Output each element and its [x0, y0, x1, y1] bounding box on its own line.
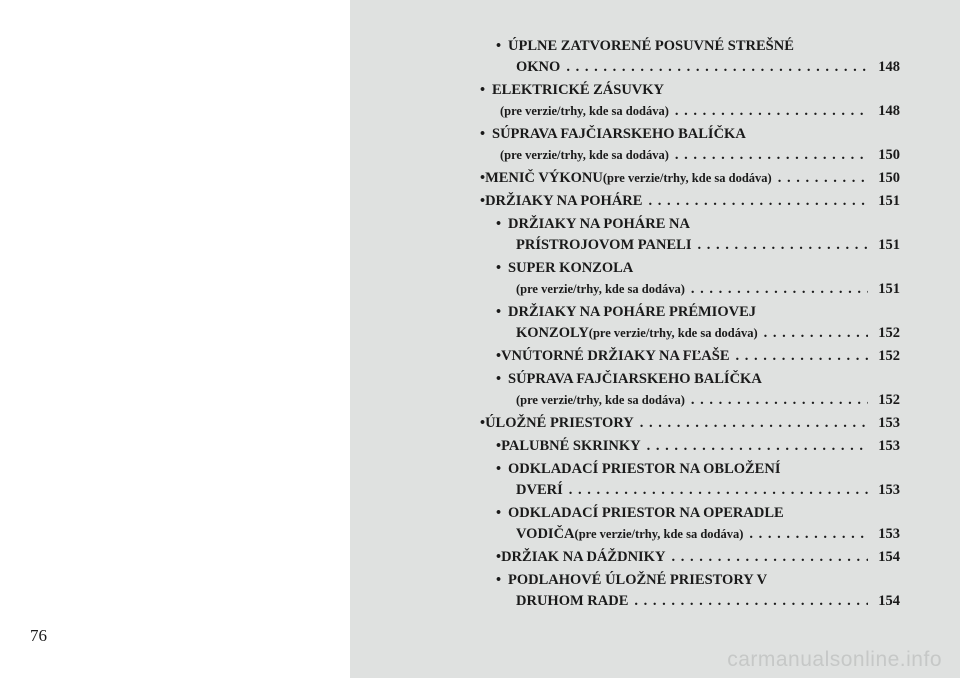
toc-entry[interactable] [480, 570, 900, 612]
toc-entry-title: DVERÍ [516, 482, 563, 498]
toc-entry-continuation-line [496, 57, 900, 78]
dot-leader [647, 436, 868, 457]
toc-entry-title: SUPER KONZOLA [508, 260, 634, 276]
toc-entry[interactable] [480, 191, 900, 212]
dot-leader [697, 235, 868, 256]
bullet-icon: • [480, 170, 486, 186]
toc-entry-page: 153 [878, 438, 900, 454]
toc-entry[interactable] [480, 124, 900, 166]
toc-entry-title: ÚLOŽNÉ PRIESTORY [485, 415, 634, 431]
toc-entry-page: 152 [878, 392, 900, 408]
bullet-icon: • [480, 82, 486, 98]
toc-entry-continuation-line [480, 101, 900, 122]
bullet-icon: • [496, 348, 502, 364]
toc-entry-continuation-line [496, 323, 900, 344]
bullet-icon: • [496, 505, 502, 521]
toc-entry-note: (pre verzie/trhy, kde sa dodáva) [516, 393, 685, 407]
bullet-icon: • [496, 216, 502, 232]
toc-entry-title-line [480, 168, 900, 189]
bullet-icon: • [496, 461, 502, 477]
toc-entry-continuation-line [496, 390, 900, 411]
bullet-icon: • [496, 438, 502, 454]
left-page [0, 0, 350, 678]
toc-entry-continuation-line [496, 524, 900, 545]
toc-entry[interactable] [480, 436, 900, 457]
toc-entry-title-line [496, 459, 900, 480]
table-of-contents [480, 36, 900, 612]
toc-entry[interactable] [480, 503, 900, 545]
toc-entry-title: ÚPLNE ZATVORENÉ POSUVNÉ STREŠNÉ [508, 38, 794, 54]
toc-entry-continuation-line [496, 279, 900, 300]
toc-entry-title: OKNO [516, 59, 561, 75]
toc-entry-title: PRÍSTROJOVOM PANELI [516, 237, 692, 253]
toc-entry-page: 150 [878, 170, 900, 186]
toc-entry-title: PALUBNÉ SKRINKY [501, 438, 641, 454]
toc-entry-title: VNÚTORNÉ DRŽIAKY NA FĽAŠE [501, 348, 730, 364]
dot-leader [640, 413, 868, 434]
toc-entry-title: DRŽIAKY NA POHÁRE NA [508, 216, 690, 232]
toc-entry-title-line [496, 547, 900, 568]
toc-entry-continuation-line [496, 591, 900, 612]
toc-entry[interactable] [480, 369, 900, 411]
toc-entry-title: DRŽIAK NA DÁŽDNIKY [501, 549, 666, 565]
toc-entry-title: DRUHOM RADE [516, 593, 629, 609]
toc-entry-title-line [496, 570, 900, 591]
bullet-icon: • [496, 549, 502, 565]
dot-leader [691, 279, 868, 300]
toc-entry-title: DRŽIAKY NA POHÁRE [485, 193, 643, 209]
dot-leader [691, 390, 868, 411]
toc-entry-title: KONZOLY [516, 325, 589, 341]
toc-entry-page: 150 [878, 147, 900, 163]
toc-entry-title: ODKLADACÍ PRIESTOR NA OBLOŽENÍ [508, 461, 781, 477]
toc-entry-title: ODKLADACÍ PRIESTOR NA OPERADLE [508, 505, 784, 521]
toc-entry-title-line [480, 124, 900, 145]
toc-entry-page: 154 [878, 549, 900, 565]
dot-leader [675, 145, 868, 166]
toc-entry[interactable] [480, 214, 900, 256]
toc-entry-title-line [480, 80, 900, 101]
toc-entry-title-line [496, 346, 900, 367]
toc-entry-continuation-line [480, 145, 900, 166]
toc-entry-page: 153 [878, 482, 900, 498]
page-number: 76 [30, 626, 47, 645]
toc-entry[interactable] [480, 302, 900, 344]
toc-entry[interactable] [480, 413, 900, 434]
toc-entry[interactable] [480, 168, 900, 189]
toc-entry-page: 148 [878, 59, 900, 75]
toc-entry-continuation-line [496, 235, 900, 256]
toc-entry-title: PODLAHOVÉ ÚLOŽNÉ PRIESTORY V [508, 572, 768, 588]
bullet-icon: • [496, 38, 502, 54]
toc-entry[interactable] [480, 80, 900, 122]
toc-entry-note: (pre verzie/trhy, kde sa dodáva) [500, 148, 669, 162]
toc-entry-title-line [496, 436, 900, 457]
toc-entry-title-line [480, 191, 900, 212]
toc-entry-page: 152 [878, 325, 900, 341]
toc-entry[interactable] [480, 36, 900, 78]
toc-entry-page: 151 [878, 281, 900, 297]
bullet-icon: • [496, 304, 502, 320]
toc-entry-continuation-line [496, 480, 900, 501]
toc-entry-title-line [496, 36, 900, 57]
bullet-icon: • [480, 126, 486, 142]
dot-leader [675, 101, 868, 122]
dot-leader [778, 168, 868, 189]
dot-leader [566, 57, 868, 78]
toc-entry-title-line [496, 503, 900, 524]
bullet-icon: • [496, 572, 502, 588]
dot-leader [764, 323, 868, 344]
toc-entry-note: (pre verzie/trhy, kde sa dodáva) [574, 527, 744, 541]
toc-entry-title-line [496, 258, 900, 279]
toc-entry-title-line [496, 214, 900, 235]
dot-leader [749, 524, 868, 545]
bullet-icon: • [496, 371, 502, 387]
toc-entry-note: (pre verzie/trhy, kde sa dodáva) [500, 104, 669, 118]
toc-entry-note: (pre verzie/trhy, kde sa dodáva) [516, 282, 685, 296]
toc-entry-page: 151 [878, 193, 900, 209]
toc-entry-title-line [496, 302, 900, 323]
toc-entry-title: SÚPRAVA FAJČIARSKEHO BALÍČKA [508, 371, 762, 387]
bullet-icon: • [480, 415, 486, 431]
toc-entry-title-line [480, 413, 900, 434]
dot-leader [648, 191, 868, 212]
toc-entry-page: 154 [878, 593, 900, 609]
right-page [350, 0, 960, 678]
bullet-icon: • [496, 260, 502, 276]
toc-entry[interactable] [480, 459, 900, 501]
toc-entry-title: VODIČA [516, 526, 575, 542]
toc-entry[interactable] [480, 258, 900, 300]
bullet-icon: • [480, 193, 486, 209]
dot-leader [569, 480, 868, 501]
toc-entry[interactable] [480, 346, 900, 367]
dot-leader [736, 346, 869, 367]
toc-entry-title: SÚPRAVA FAJČIARSKEHO BALÍČKA [492, 126, 746, 142]
toc-entry-title-line [496, 369, 900, 390]
toc-entry-page: 148 [878, 103, 900, 119]
toc-entry-title: ELEKTRICKÉ ZÁSUVKY [492, 82, 665, 98]
toc-entry-page: 152 [878, 348, 900, 364]
toc-entry-title: MENIČ VÝKONU [485, 170, 603, 186]
toc-entry-title: DRŽIAKY NA POHÁRE PRÉMIOVEJ [508, 304, 756, 320]
toc-entry-page: 153 [878, 415, 900, 431]
toc-entry[interactable] [480, 547, 900, 568]
toc-entry-note: (pre verzie/trhy, kde sa dodáva) [588, 326, 758, 340]
toc-entry-page: 153 [878, 526, 900, 542]
toc-entry-note: (pre verzie/trhy, kde sa dodáva) [602, 171, 772, 185]
watermark: carmanualsonline.info [727, 648, 942, 671]
dot-leader [634, 591, 868, 612]
toc-entry-page: 151 [878, 237, 900, 253]
dot-leader [671, 547, 868, 568]
